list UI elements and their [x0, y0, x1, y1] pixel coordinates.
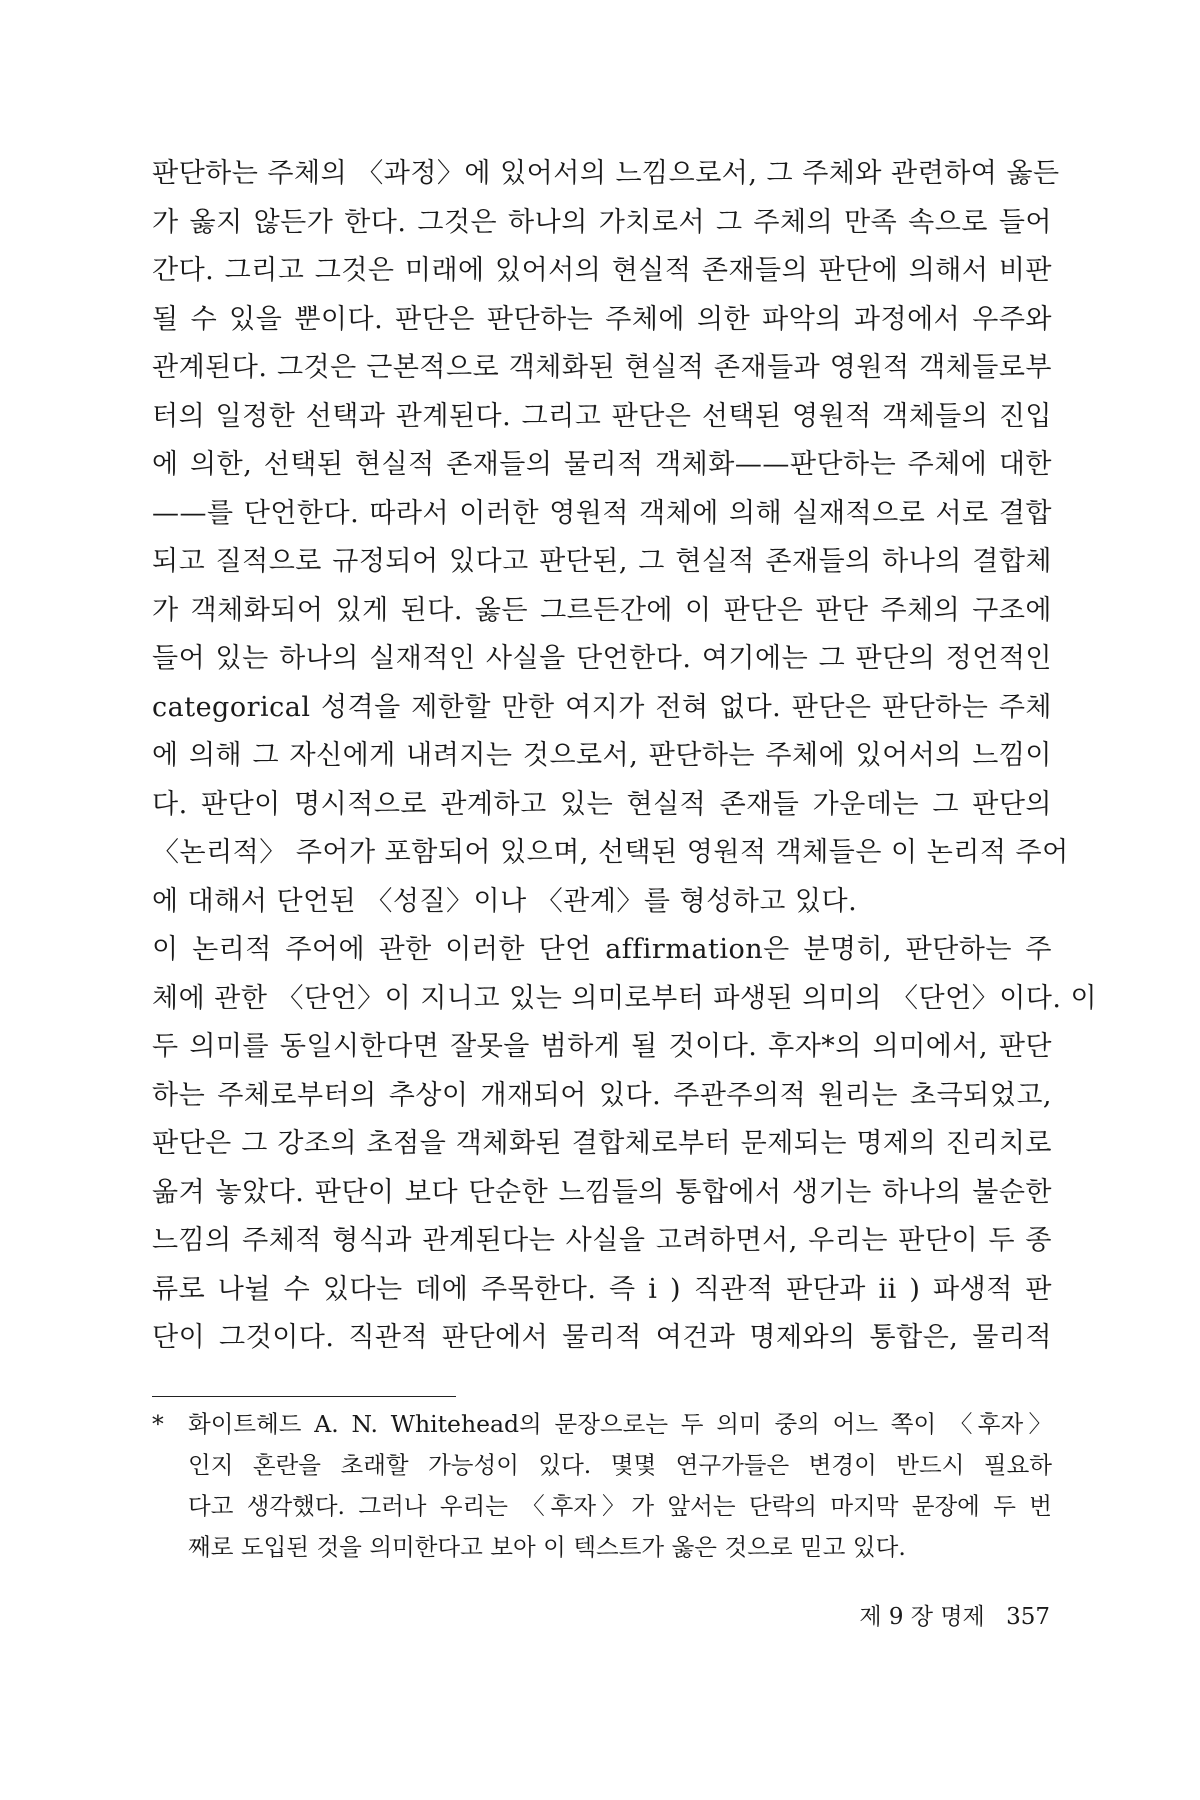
footnote-asterisk: *	[152, 1410, 164, 1438]
text-line: 단이 그것이다. 직관적 판단에서 물리적 여건과 명제와의 통합은, 물리적	[152, 1322, 1052, 1353]
text-line: 관계된다. 그것은 근본적으로 객체화된 현실적 존재들과 영원적 객체들로부	[152, 352, 1052, 383]
main-text-block	[152, 150, 1098, 1363]
text-line: 판단은 그 강조의 초점을 객체화된 결합체로부터 문제되는 명제의 진리치로	[152, 1128, 1052, 1159]
text-line: 두 의미를 동일시한다면 잘못을 범하게 될 것이다. 후자*의 의미에서, 판단	[152, 1031, 1052, 1062]
footnote-line: 째로 도입된 것을 의미한다고 보아 이 텍스트가 옳은 것으로 믿고 있다.	[188, 1533, 906, 1561]
text-line: 류로 나뉠 수 있다는 데에 주목한다. 즉 i ) 직관적 판단과 ii ) 파생적 판	[152, 1273, 1052, 1305]
text-line: 옮겨 놓았다. 판단이 보다 단순한 느낌들의 통합에서 생기는 하나의 불순한	[152, 1176, 1052, 1208]
text-line: 터의 일정한 선택과 관계된다. 그리고 판단은 선택된 영원적 객체들의 진입	[152, 400, 1052, 432]
footnote-line-text: 화이트헤드 A. N. Whitehead의 문장으로는 두 의미 중의 어느 쪽이 〈후자〉	[188, 1410, 1052, 1438]
footnote-line	[152, 1404, 1052, 1445]
text-line: 되고 질적으로 규정되어 있다고 판단된, 그 현실적 존재들의 하나의 결합체	[152, 546, 1052, 577]
footnote	[152, 1404, 1052, 1568]
page-number: 357	[1006, 1604, 1050, 1630]
text-line: 에 대해서 단언된 〈성질〉이나 〈관계〉를 형성하고 있다.	[152, 885, 858, 917]
text-line: 간다. 그리고 그것은 미래에 있어서의 현실적 존재들의 판단에 의해서 비판	[152, 255, 1052, 286]
text-line: 가 옳지 않든가 한다. 그것은 하나의 가치로서 그 주체의 만족 속으로 들어	[152, 206, 1052, 238]
text-line: 체에 관한 〈단언〉이 지니고 있는 의미로부터 파생된 의미의 〈단언〉이다. 이	[152, 982, 1098, 1014]
running-footer-chapter: 제 9 장 명제	[859, 1604, 985, 1630]
footnote-divider	[152, 1396, 456, 1397]
text-line: ——를 단언한다. 따라서 이러한 영원적 객체에 의해 실재적으로 서로 결합	[152, 497, 1052, 529]
text-line: 가 객체화되어 있게 된다. 옳든 그르든간에 이 판단은 판단 주체의 구조에	[152, 594, 1052, 626]
footnote-line: 인지 혼란을 초래할 가능성이 있다. 몇몇 연구가들은 변경이 반드시 필요하	[188, 1451, 1052, 1479]
text-line: 〈논리적〉 주어가 포함되어 있으며, 선택된 영원적 객체들은 이 논리적 주어	[152, 837, 1069, 868]
text-line: 느낌의 주체적 형식과 관계된다는 사실을 고려하면서, 우리는 판단이 두 종	[152, 1225, 1052, 1256]
text-line: 될 수 있을 뿐이다. 판단은 판단하는 주체에 의한 파악의 과정에서 우주와	[152, 303, 1052, 335]
page-footer	[700, 1598, 1050, 1631]
text-line: 다. 판단이 명시적으로 관계하고 있는 현실적 존재들 가운데는 그 판단의	[152, 788, 1052, 820]
text-line: 이 논리적 주어에 관한 이러한 단언 affirmation은 분명히, 판단하는 주	[152, 934, 1052, 965]
text-line: 판단하는 주체의 〈과정〉에 있어서의 느낌으로서, 그 주체와 관련하여 옳든	[152, 158, 1060, 189]
text-line: 에 의해 그 자신에게 내려지는 것으로서, 판단하는 주체에 있어서의 느낌이	[152, 740, 1052, 771]
text-line: 에 의한, 선택된 현실적 존재들의 물리적 객체화——판단하는 주체에 대한	[152, 449, 1052, 480]
text-line: categorical 성격을 제한할 만한 여지가 전혀 없다. 판단은 판단하는 주체	[152, 691, 1052, 723]
text-line: 하는 주체로부터의 추상이 개재되어 있다. 주관주의적 원리는 초극되었고,	[152, 1079, 1052, 1111]
text-line: 들어 있는 하나의 실재적인 사실을 단언한다. 여기에는 그 판단의 정언적인	[152, 643, 1052, 674]
footnote-line: 다고 생각했다. 그러나 우리는 〈후자〉가 앞서는 단락의 마지막 문장에 두 번	[188, 1492, 1052, 1520]
